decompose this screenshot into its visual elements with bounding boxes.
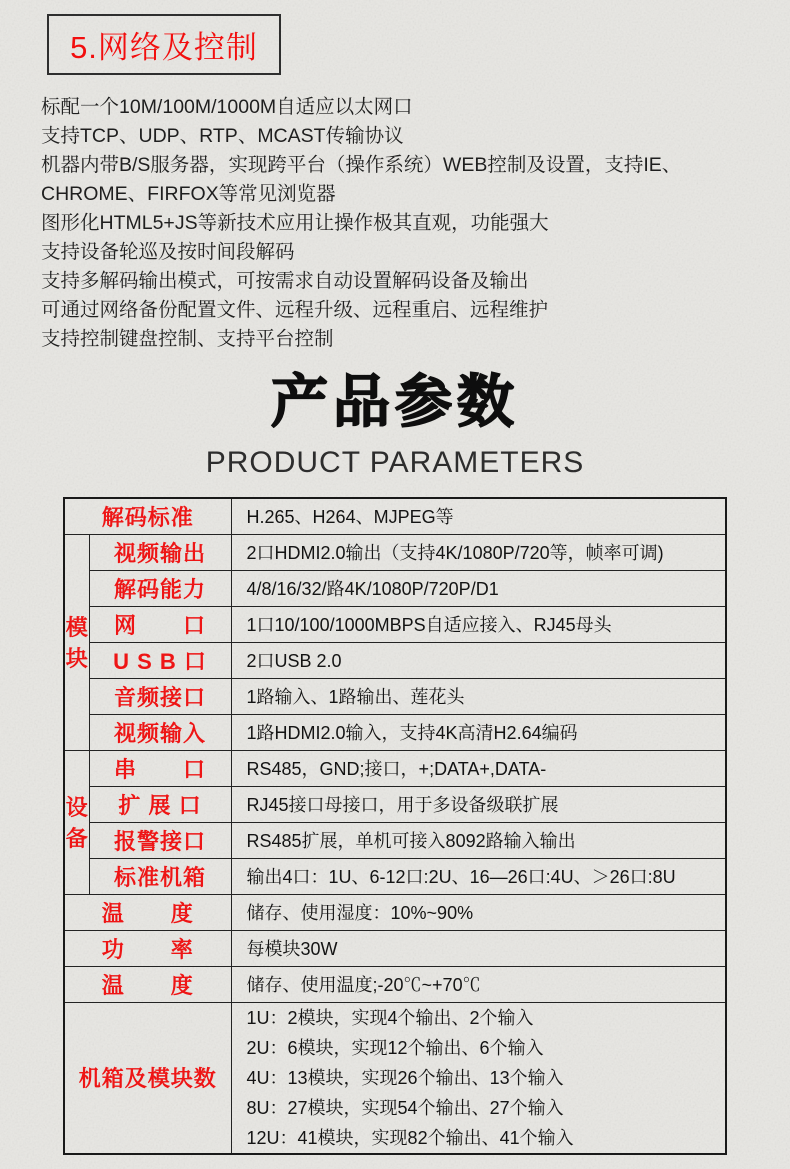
param-label: 视频输入 — [89, 714, 231, 750]
feature-item: 可通过网络备份配置文件、远程升级、远程重启、远程维护 — [41, 299, 549, 321]
param-value-line: 1U：2模块，实现4个输出、2个输入 — [246, 1007, 534, 1028]
param-value: RJ45接口母接口，用于多设备级联扩展 — [231, 786, 726, 822]
param-value-line: 4U：13模块，实现26个输出、13个输入 — [246, 1067, 564, 1088]
param-value: H.265、H264、MJPEG等 — [231, 498, 726, 534]
param-value: RS485，GND;接口，+;DATA+,DATA- — [231, 750, 726, 786]
table-row — [64, 498, 726, 534]
feature-item: 支持设备轮巡及按时间段解码 — [41, 241, 295, 263]
feature-list — [41, 93, 757, 354]
param-value: 储存、使用湿度：10%~90% — [231, 894, 726, 930]
feature-item: 标配一个10M/100M/1000M自适应以太网口 — [41, 96, 413, 118]
table-row — [64, 678, 726, 714]
param-label: 解码标准 — [64, 498, 231, 534]
feature-item: 图形化HTML5+JS等新技术应用让操作极其直观，功能强大 — [41, 212, 549, 234]
group-char: 设 — [65, 795, 88, 820]
group-char: 模 — [65, 615, 88, 640]
table-row — [64, 714, 726, 750]
param-value: 储存、使用温度;-20℃~+70℃ — [231, 966, 726, 1002]
table-row — [64, 966, 726, 1002]
feature-item: 支持多解码输出模式，可按需求自动设置解码设备及输出 — [41, 270, 529, 292]
param-value: 2口HDMI2.0输出（支持4K/1080P/720等，帧率可调) — [231, 534, 726, 570]
param-value: 1路HDMI2.0输入，支持4K高清H2.64编码 — [231, 714, 726, 750]
table-row — [64, 534, 726, 570]
table-row — [64, 858, 726, 894]
params-heading — [0, 356, 790, 480]
param-value-line: 12U：41模块，实现82个输出、41个输入 — [246, 1127, 574, 1148]
table-row — [64, 570, 726, 606]
param-label: U S B 口 — [89, 642, 231, 678]
param-label: 标准机箱 — [89, 858, 231, 894]
param-label: 机箱及模块数 — [64, 1002, 231, 1154]
group-label-module — [64, 534, 89, 750]
table-row — [64, 750, 726, 786]
table-row — [64, 1002, 726, 1154]
group-label-device — [64, 750, 89, 894]
param-value: 每模块30W — [231, 930, 726, 966]
param-label: 串 口 — [89, 750, 231, 786]
group-char: 备 — [65, 826, 88, 851]
table-row — [64, 894, 726, 930]
group-char: 块 — [65, 646, 88, 671]
param-label: 功 率 — [64, 930, 231, 966]
feature-item: 支持控制键盘控制、支持平台控制 — [41, 328, 334, 350]
param-value-line: 8U：27模块，实现54个输出、27个输入 — [246, 1097, 564, 1118]
param-label: 报警接口 — [89, 822, 231, 858]
table-row — [64, 606, 726, 642]
table-row — [64, 642, 726, 678]
param-value: 1口10/100/1000MBPS自适应接入、RJ45母头 — [231, 606, 726, 642]
param-label: 网 口 — [89, 606, 231, 642]
param-value: 2口USB 2.0 — [231, 642, 726, 678]
section-header-title: 5.网络及控制 — [70, 30, 258, 65]
table-row — [64, 930, 726, 966]
param-label: 温 度 — [64, 894, 231, 930]
param-label: 扩 展 口 — [89, 786, 231, 822]
param-value: 1路输入、1路输出、莲花头 — [231, 678, 726, 714]
param-value: RS485扩展，单机可接入8092路输入输出 — [231, 822, 726, 858]
table-row — [64, 822, 726, 858]
parameters-table — [63, 497, 727, 1155]
param-label: 音频接口 — [89, 678, 231, 714]
page-title: 产品参数 — [271, 370, 519, 434]
feature-item: 支持TCP、UDP、RTP、MCAST传输协议 — [41, 125, 404, 147]
param-label: 解码能力 — [89, 570, 231, 606]
param-label: 视频输出 — [89, 534, 231, 570]
param-value — [231, 1002, 726, 1154]
param-label: 温 度 — [64, 966, 231, 1002]
param-value: 输出4口：1U、6-12口:2U、16—26口:4U、＞26口:8U — [231, 858, 726, 894]
section-header-box — [47, 14, 281, 75]
param-value-line: 2U：6模块，实现12个输出、6个输入 — [246, 1037, 544, 1058]
table-row — [64, 786, 726, 822]
page-subtitle: PRODUCT PARAMETERS — [205, 446, 585, 479]
param-value: 4/8/16/32/路4K/1080P/720P/D1 — [231, 570, 726, 606]
feature-item: 机器内带B/S服务器，实现跨平台（操作系统）WEB控制及设置，支持IE、CHROME、FIRFOX等常见浏览器 — [41, 154, 682, 205]
